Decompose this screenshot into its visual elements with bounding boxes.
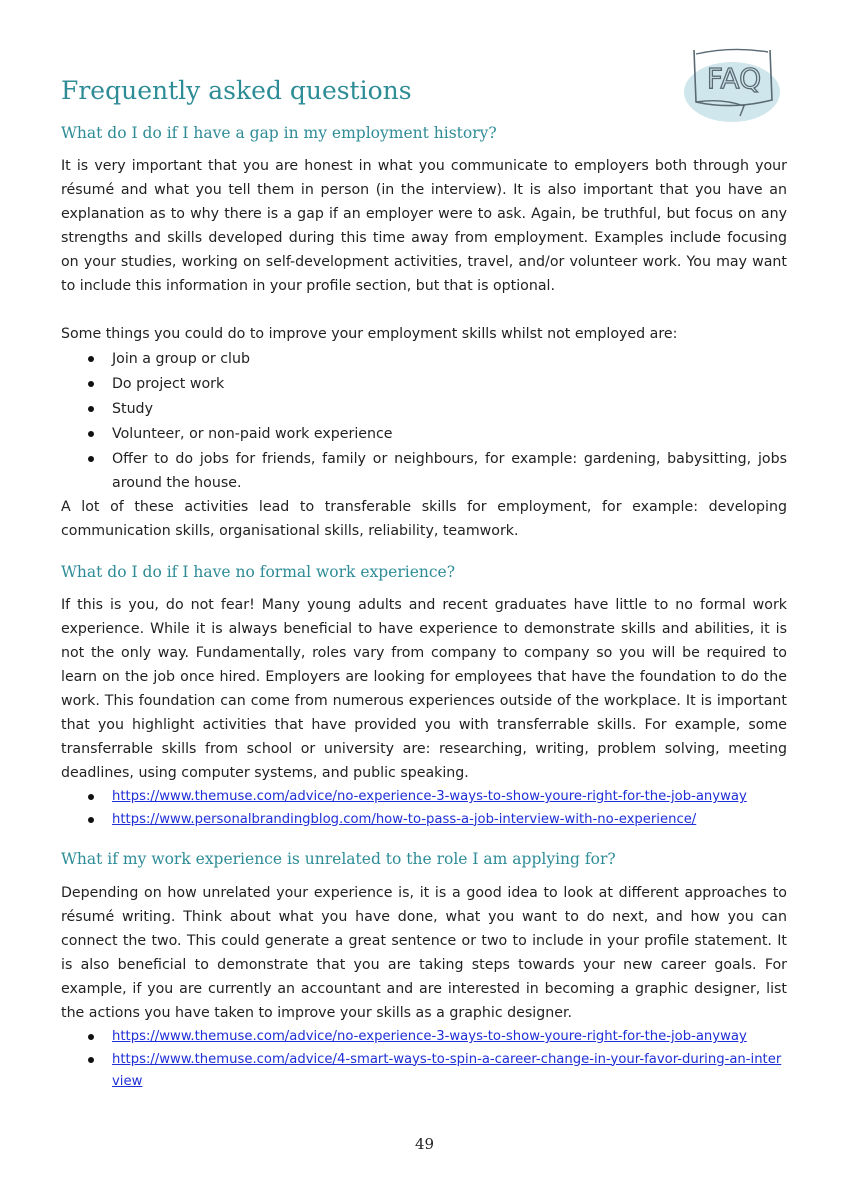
section-no-experience-paragraph: If this is you, do not fear! Many young adults and recent graduates have little to no formal work experience. While it is always beneficial to have experience to demonstrate skills and abilities, it is not the only way. Fundamentally, roles vary from company to company so you will be required to learn on the job once hired. Employers are looking for employees that have the foundation to do the work. This foundation can come from numerous experiences outside of the workplace. It is important that you highlight activities that have provided you with transferrable skills. For example, some transferrable skills from school or university are: researching, writing, problem solving, meeting deadlines, using computer systems, and public speaking. — [61, 597, 787, 781]
faq-badge-icon — [682, 40, 782, 124]
section-gap-conclusion: A lot of these activities lead to transferable skills for employment, for example: developing communication skills, organisational skills, reliability, teamwork. — [61, 499, 787, 539]
bullet-icon — [88, 381, 94, 387]
bullet-icon — [88, 794, 94, 800]
list-item: Volunteer, or non-paid work experience — [61, 422, 787, 446]
page-number: 49 — [414, 1135, 435, 1153]
bullet-icon — [88, 456, 94, 462]
no-experience-links — [61, 786, 787, 831]
unrelated-links — [61, 1026, 787, 1094]
section-gap-intro: Some things you could do to improve your employment skills whilst not employed are: — [61, 326, 678, 342]
section-gap-paragraph: It is very important that you are honest in what you communicate to employers both through your résumé and what you tell them in person (in the interview). It is also important that you have an explanation as to why there is a gap if an employer were to ask. Again, be truthful, but focus on any strengths and skills developed during this time away from employment. Examples include focusing on your studies, working on self-development activities, travel, and/or volunteer work. You may want to include this information in your profile section, but that is optional. — [61, 158, 787, 294]
list-item — [61, 809, 787, 832]
list-item: Study — [61, 397, 787, 421]
section-heading-unrelated: What if my work experience is unrelated to the role I am applying for? — [61, 850, 616, 868]
list-item: Do project work — [61, 372, 787, 396]
list-item — [61, 786, 787, 809]
bullet-icon — [88, 406, 94, 412]
bullet-icon — [88, 356, 94, 362]
bullet-icon — [88, 431, 94, 437]
bullet-icon — [88, 1034, 94, 1040]
section-heading-gap: What do I do if I have a gap in my employment history? — [61, 124, 497, 142]
bullet-icon — [88, 1057, 94, 1063]
faq-logo-text: FAQ — [706, 62, 762, 95]
gap-skills-list — [61, 347, 787, 495]
list-item — [61, 1026, 787, 1049]
page-title: Frequently asked questions — [61, 76, 412, 105]
list-item — [61, 1049, 787, 1094]
list-item: Join a group or club — [61, 347, 787, 371]
list-item: Offer to do jobs for friends, family or neighbours, for example: gardening, babysitting, jobs around the house. — [61, 447, 787, 495]
section-unrelated-paragraph: Depending on how unrelated your experience is, it is a good idea to look at different approaches to résumé writing. Think about what you have done, what you want to do next, and how you can connect the two. This could generate a great sentence or two to include in your profile statement. It is also beneficial to demonstrate that you are taking steps towards your new career goals. For example, if you are currently an accountant and are interested in becoming a graphic designer, list the actions you have taken to improve your skills as a graphic designer. — [61, 885, 787, 1021]
resource-link[interactable]: https://www.themuse.com/advice/4-smart-ways-to-spin-a-career-change-in-your-favor-during-an-interview — [112, 1051, 782, 1089]
section-heading-no-experience: What do I do if I have no formal work experience? — [61, 563, 456, 581]
bullet-icon — [88, 817, 94, 823]
resource-link[interactable]: https://www.personalbrandingblog.com/how-to-pass-a-job-interview-with-no-experience/ — [112, 811, 697, 827]
resource-link[interactable]: https://www.themuse.com/advice/no-experience-3-ways-to-show-youre-right-for-the-job-anyway — [112, 1029, 747, 1044]
resource-link[interactable]: https://www.themuse.com/advice/no-experience-3-ways-to-show-youre-right-for-the-job-anyway — [112, 789, 747, 804]
